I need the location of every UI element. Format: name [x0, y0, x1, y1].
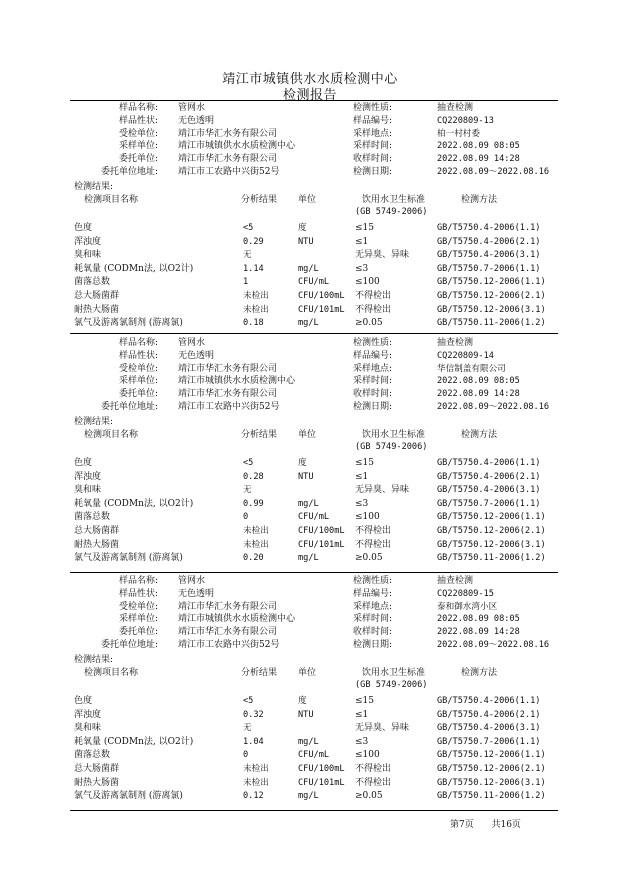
row-standard: 不得检出	[355, 539, 392, 550]
sampling-site-label: 采样地点:	[353, 128, 393, 139]
page-total: 共16页	[491, 820, 521, 830]
sampling-site-value: 泰和御水湾小区	[437, 601, 498, 612]
row-method: GB/T5750.11-2006(1.2)	[437, 318, 546, 329]
row-result: 无	[243, 723, 252, 734]
col-header-item: 检测项目名称	[84, 668, 139, 678]
client-address-label: 委托单位地址:	[100, 402, 158, 412]
test-date-label: 检测日期:	[353, 640, 393, 650]
col-header-standard-ref: (GB 5749-2006)	[355, 680, 428, 690]
inspected-unit-label: 受检单位:	[118, 128, 158, 139]
row-result: 1.14	[243, 263, 264, 274]
sampling-unit-value: 靖江市城镇供水水质检测中心	[178, 614, 296, 625]
row-method: GB/T5750.11-2006(1.2)	[437, 553, 546, 564]
sampling-unit-label: 采样单位:	[118, 614, 158, 625]
results-label: 检测结果:	[74, 417, 114, 427]
sampling-site-value: 华信制盖有限公司	[437, 363, 506, 374]
row-standard: ≤3	[355, 498, 369, 509]
row-item: 浑浊度	[74, 709, 102, 720]
top-rule	[70, 100, 558, 101]
receive-time-value: 2022.08.09 14:28	[437, 389, 520, 400]
row-result: 无	[243, 485, 252, 496]
row-method: GB/T5750.12-2006(1.1)	[437, 277, 546, 288]
row-standard: ≤15	[355, 458, 374, 468]
row-standard: ≤15	[355, 696, 374, 706]
row-standard: ≤3	[355, 263, 369, 274]
sample-no-label: 样品编号:	[353, 588, 393, 599]
row-method: GB/T5750.4-2006(1.1)	[437, 223, 541, 233]
sample-section	[0, 337, 620, 573]
sample-state-label: 样品性状:	[118, 115, 158, 126]
col-header-unit: 单位	[298, 668, 317, 678]
row-unit: CFU/mL	[298, 750, 330, 761]
col-header-method: 检测方法	[461, 668, 498, 678]
row-result: 0.29	[243, 236, 264, 247]
receive-time-label: 收样时间:	[353, 154, 393, 165]
client-address-value: 靖江市工农路中兴街52号	[178, 640, 280, 650]
sampling-time-label: 采样时间:	[353, 376, 393, 387]
col-header-standard-ref: (GB 5749-2006)	[355, 442, 428, 452]
row-method: GB/T5750.12-2006(1.1)	[437, 512, 546, 523]
row-result: 未检出	[243, 777, 269, 788]
row-item: 总大肠菌群	[74, 526, 120, 536]
col-header-method: 检测方法	[461, 195, 498, 205]
inspected-unit-label: 受检单位:	[118, 601, 158, 612]
row-standard: 不得检出	[355, 777, 392, 788]
row-item: 耐热大肠菌	[74, 777, 120, 788]
col-header-result: 分析结果	[241, 430, 278, 440]
row-unit: 度	[298, 223, 307, 233]
row-result: 0.32	[243, 709, 264, 720]
row-standard: ≤15	[355, 223, 374, 233]
row-standard: ≤100	[355, 277, 380, 288]
sample-name-label: 样品名称:	[118, 576, 158, 586]
row-method: GB/T5750.12-2006(3.1)	[437, 304, 546, 315]
row-method: GB/T5750.12-2006(3.1)	[437, 539, 546, 550]
row-standard: ≥0.05	[355, 318, 383, 329]
client-unit-value: 靖江市华汇水务有限公司	[178, 627, 278, 638]
client-address-label: 委托单位地址:	[100, 640, 158, 650]
sample-name-value: 管网水	[178, 576, 206, 586]
sample-name-value: 管网水	[178, 338, 206, 348]
sampling-site-label: 采样地点:	[353, 601, 393, 612]
row-unit: mg/L	[298, 553, 319, 564]
sample-state-value: 无色透明	[178, 115, 215, 126]
col-header-item: 检测项目名称	[84, 195, 139, 205]
results-label: 检测结果:	[74, 182, 114, 192]
test-nature-label: 检测性质:	[353, 338, 393, 348]
test-date-value: 2022.08.09～2022.08.16	[437, 640, 550, 650]
row-item: 菌落总数	[74, 750, 111, 761]
sample-name-label: 样品名称:	[118, 103, 158, 113]
col-header-unit: 单位	[298, 430, 317, 440]
row-standard: ≤100	[355, 750, 380, 761]
sampling-unit-value: 靖江市城镇供水水质检测中心	[178, 376, 296, 387]
sample-name-value: 管网水	[178, 103, 206, 113]
row-unit: CFU/mL	[298, 277, 330, 288]
row-unit: mg/L	[298, 263, 319, 274]
col-header-standard: 饮用水卫生标准	[362, 430, 426, 440]
sample-no-value: CQ220809-13	[437, 115, 494, 126]
test-nature-label: 检测性质:	[353, 576, 393, 586]
row-unit: mg/L	[298, 791, 319, 802]
row-unit: CFU/mL	[298, 512, 330, 523]
row-item: 耗氧量 (CODMn法, 以O2计)	[74, 736, 194, 747]
row-standard: 不得检出	[355, 764, 392, 774]
test-nature-label: 检测性质:	[353, 103, 393, 113]
row-item: 总大肠菌群	[74, 291, 120, 301]
row-unit: CFU/101mL	[298, 304, 345, 315]
row-method: GB/T5750.12-2006(3.1)	[437, 777, 546, 788]
row-standard: 不得检出	[355, 526, 392, 536]
row-result: 未检出	[243, 304, 269, 315]
row-method: GB/T5750.11-2006(1.2)	[437, 791, 546, 802]
row-standard: 无异臭、异味	[355, 723, 410, 734]
sample-section	[0, 102, 620, 338]
test-date-label: 检测日期:	[353, 167, 393, 177]
client-unit-value: 靖江市华汇水务有限公司	[178, 389, 278, 400]
row-item: 菌落总数	[74, 277, 111, 288]
inspected-unit-value: 靖江市华汇水务有限公司	[178, 128, 278, 139]
row-item: 耗氧量 (CODMn法, 以O2计)	[74, 263, 194, 274]
row-unit: NTU	[298, 236, 314, 247]
row-unit: CFU/100mL	[298, 526, 345, 536]
row-result: 未检出	[243, 291, 269, 301]
test-nature-value: 抽查检测	[437, 576, 474, 586]
sample-no-value: CQ220809-14	[437, 350, 494, 361]
row-result: 1	[243, 277, 249, 288]
col-header-standard-ref: (GB 5749-2006)	[355, 207, 428, 217]
row-standard: ≥0.05	[355, 553, 383, 564]
row-item: 色度	[74, 223, 93, 233]
sampling-site-label: 采样地点:	[353, 363, 393, 374]
client-address-value: 靖江市工农路中兴街52号	[178, 402, 280, 412]
row-item: 耐热大肠菌	[74, 304, 120, 315]
row-method: GB/T5750.7-2006(1.1)	[437, 736, 541, 747]
row-result: <5	[243, 223, 254, 233]
row-item: 臭和味	[74, 723, 102, 734]
row-result: <5	[243, 458, 254, 468]
sampling-unit-label: 采样单位:	[118, 376, 158, 387]
row-method: GB/T5750.4-2006(2.1)	[437, 471, 541, 482]
row-unit: CFU/100mL	[298, 764, 345, 774]
row-result: 未检出	[243, 764, 269, 774]
row-item: 耗氧量 (CODMn法, 以O2计)	[74, 498, 194, 509]
results-label: 检测结果:	[74, 655, 114, 665]
sampling-time-value: 2022.08.09 08:05	[437, 614, 520, 625]
sampling-time-label: 采样时间:	[353, 614, 393, 625]
client-unit-value: 靖江市华汇水务有限公司	[178, 154, 278, 165]
row-result: 0.99	[243, 498, 264, 509]
org-title: 靖江市城镇供水水质检测中心	[222, 72, 398, 87]
receive-time-label: 收样时间:	[353, 627, 393, 638]
row-result: 0.18	[243, 318, 264, 329]
client-address-label: 委托单位地址:	[100, 167, 158, 177]
client-unit-label: 委托单位:	[118, 389, 158, 400]
sample-no-label: 样品编号:	[353, 115, 393, 126]
col-header-standard: 饮用水卫生标准	[362, 668, 426, 678]
sample-state-value: 无色透明	[178, 350, 215, 361]
row-item: 菌落总数	[74, 512, 111, 523]
row-standard: ≤100	[355, 512, 380, 523]
row-method: GB/T5750.12-2006(2.1)	[437, 291, 546, 301]
test-date-label: 检测日期:	[353, 402, 393, 412]
col-header-method: 检测方法	[461, 430, 498, 440]
test-nature-value: 抽查检测	[437, 103, 474, 113]
row-method: GB/T5750.12-2006(1.1)	[437, 750, 546, 761]
row-result: 未检出	[243, 539, 269, 550]
row-item: 臭和味	[74, 485, 102, 496]
row-item: 氯气及游离氯制剂 (游离氯)	[74, 553, 183, 564]
row-unit: 度	[298, 458, 307, 468]
sampling-time-value: 2022.08.09 08:05	[437, 141, 520, 152]
test-date-value: 2022.08.09～2022.08.16	[437, 402, 550, 412]
col-header-standard: 饮用水卫生标准	[362, 195, 426, 205]
row-standard: 不得检出	[355, 291, 392, 301]
sample-section	[0, 575, 620, 811]
row-item: 色度	[74, 696, 93, 706]
row-standard: 无异臭、异味	[355, 485, 410, 496]
page-footer	[450, 817, 521, 830]
test-date-value: 2022.08.09～2022.08.16	[437, 167, 550, 177]
row-method: GB/T5750.4-2006(1.1)	[437, 458, 541, 468]
row-method: GB/T5750.4-2006(3.1)	[437, 250, 541, 261]
row-item: 耐热大肠菌	[74, 539, 120, 550]
row-method: GB/T5750.4-2006(3.1)	[437, 723, 541, 734]
sampling-site-value: 柏一村村委	[437, 128, 480, 139]
row-standard: ≤1	[355, 236, 369, 247]
report-title: 检测报告	[282, 88, 337, 103]
row-method: GB/T5750.12-2006(2.1)	[437, 764, 546, 774]
col-header-result: 分析结果	[241, 668, 278, 678]
row-unit: CFU/100mL	[298, 291, 345, 301]
receive-time-value: 2022.08.09 14:28	[437, 154, 520, 165]
sample-no-value: CQ220809-15	[437, 588, 494, 599]
row-method: GB/T5750.7-2006(1.1)	[437, 498, 541, 509]
sampling-time-value: 2022.08.09 08:05	[437, 376, 520, 387]
row-unit: mg/L	[298, 498, 319, 509]
sample-state-label: 样品性状:	[118, 588, 158, 599]
row-unit: NTU	[298, 471, 314, 482]
row-unit: mg/L	[298, 318, 319, 329]
row-result: 0.20	[243, 553, 264, 564]
sample-name-label: 样品名称:	[118, 338, 158, 348]
row-result: 无	[243, 250, 252, 261]
sampling-unit-value: 靖江市城镇供水水质检测中心	[178, 141, 296, 152]
sample-no-label: 样品编号:	[353, 350, 393, 361]
row-result: 1.04	[243, 736, 264, 747]
row-item: 氯气及游离氯制剂 (游离氯)	[74, 791, 183, 802]
row-standard: ≤1	[355, 709, 369, 720]
row-standard: 无异臭、异味	[355, 250, 410, 261]
row-unit: NTU	[298, 709, 314, 720]
row-unit: CFU/101mL	[298, 777, 345, 788]
row-result: <5	[243, 696, 254, 706]
col-header-item: 检测项目名称	[84, 430, 139, 440]
row-item: 浑浊度	[74, 471, 102, 482]
row-result: 0.12	[243, 791, 264, 802]
row-method: GB/T5750.4-2006(1.1)	[437, 696, 541, 706]
row-result: 0.28	[243, 471, 264, 482]
sample-state-value: 无色透明	[178, 588, 215, 599]
inspected-unit-label: 受检单位:	[118, 363, 158, 374]
row-item: 色度	[74, 458, 93, 468]
col-header-unit: 单位	[298, 195, 317, 205]
receive-time-value: 2022.08.09 14:28	[437, 627, 520, 638]
row-method: GB/T5750.7-2006(1.1)	[437, 263, 541, 274]
page-number: 第7页	[450, 820, 474, 830]
col-header-result: 分析结果	[241, 195, 278, 205]
row-item: 臭和味	[74, 250, 102, 261]
row-unit: CFU/101mL	[298, 539, 345, 550]
row-standard: 不得检出	[355, 304, 392, 315]
row-standard: ≤1	[355, 471, 369, 482]
row-result: 未检出	[243, 526, 269, 536]
row-result: 0	[243, 750, 249, 761]
row-method: GB/T5750.12-2006(2.1)	[437, 526, 546, 536]
receive-time-label: 收样时间:	[353, 389, 393, 400]
sampling-unit-label: 采样单位:	[118, 141, 158, 152]
row-standard: ≥0.05	[355, 791, 383, 802]
row-item: 氯气及游离氯制剂 (游离氯)	[74, 318, 183, 329]
sampling-time-label: 采样时间:	[353, 141, 393, 152]
row-result: 0	[243, 512, 249, 523]
client-unit-label: 委托单位:	[118, 627, 158, 638]
inspected-unit-value: 靖江市华汇水务有限公司	[178, 601, 278, 612]
row-item: 总大肠菌群	[74, 764, 120, 774]
row-method: GB/T5750.4-2006(2.1)	[437, 709, 541, 720]
inspected-unit-value: 靖江市华汇水务有限公司	[178, 363, 278, 374]
row-item: 浑浊度	[74, 236, 102, 247]
client-address-value: 靖江市工农路中兴街52号	[178, 167, 280, 177]
client-unit-label: 委托单位:	[118, 154, 158, 165]
row-unit: 度	[298, 696, 307, 706]
row-method: GB/T5750.4-2006(2.1)	[437, 236, 541, 247]
test-nature-value: 抽查检测	[437, 338, 474, 348]
row-method: GB/T5750.4-2006(3.1)	[437, 485, 541, 496]
row-standard: ≤3	[355, 736, 369, 747]
row-unit: mg/L	[298, 736, 319, 747]
sample-state-label: 样品性状:	[118, 350, 158, 361]
